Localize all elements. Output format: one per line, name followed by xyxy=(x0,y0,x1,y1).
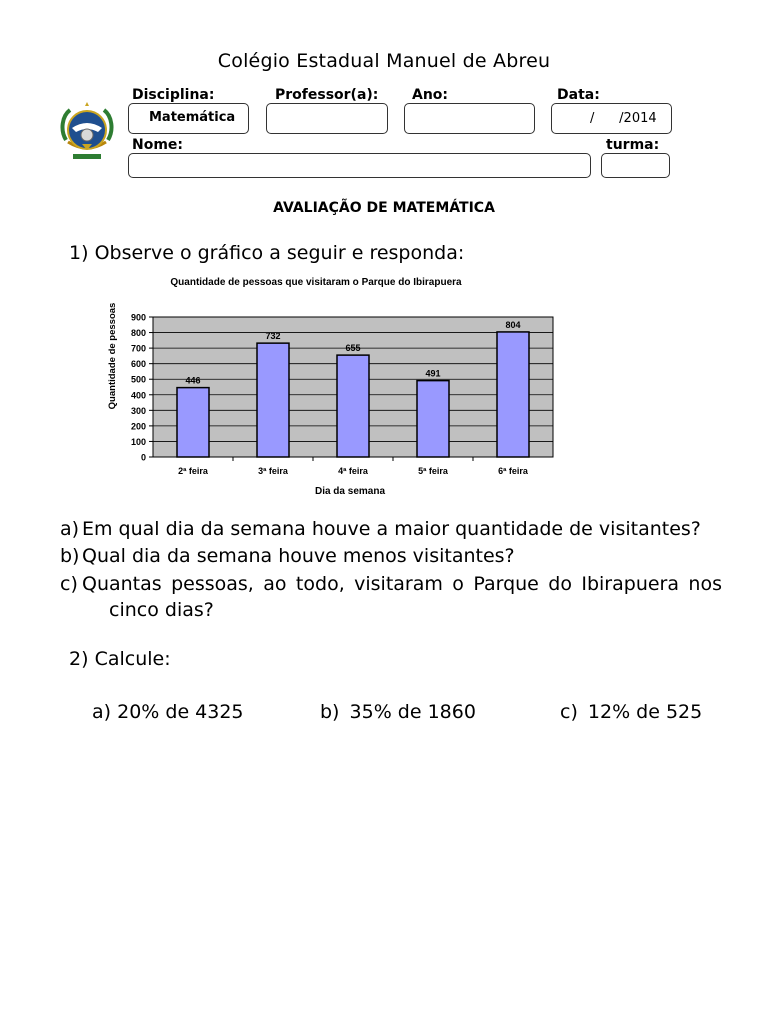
question-2c-text: 12% de 525 xyxy=(587,701,703,723)
bar xyxy=(177,388,209,457)
school-crest-icon xyxy=(58,100,116,164)
question-1a-text: Em qual dia da semana houve a maior quantidade de visitantes? xyxy=(82,518,701,540)
y-tick-label: 500 xyxy=(130,374,146,385)
question-1c-marker: c) xyxy=(60,573,78,595)
x-tick-label: 5ª feira xyxy=(418,466,448,476)
question-2b-marker: b) xyxy=(320,701,340,723)
date-value: / /2014 xyxy=(590,111,657,126)
bar-chart xyxy=(100,268,570,500)
x-axis-label: Dia da semana xyxy=(314,486,386,497)
question-2-prompt xyxy=(69,646,171,672)
discipline-value: Matemática xyxy=(149,110,236,125)
question-1b xyxy=(60,543,722,569)
exam-title: AVALIAÇÃO DE MATEMÁTICA xyxy=(273,200,495,216)
question-1b-text: Qual dia da semana houve menos visitantes? xyxy=(82,545,515,567)
y-tick-label: 200 xyxy=(130,421,146,432)
y-tick-label: 600 xyxy=(130,359,146,370)
discipline-field[interactable] xyxy=(128,103,249,134)
date-label: Data: xyxy=(557,87,600,103)
question-1a xyxy=(60,516,722,542)
question-1-text: Observe o gráfico a seguir e responda: xyxy=(94,242,465,264)
teacher-label: Professor(a): xyxy=(275,87,379,103)
bar-value-label: 732 xyxy=(265,331,281,342)
question-2c-marker: c) xyxy=(560,701,578,723)
date-field[interactable] xyxy=(551,103,672,134)
question-1c xyxy=(60,571,722,623)
question-2a-text: 20% de 4325 xyxy=(117,701,244,723)
question-2a xyxy=(92,699,244,725)
name-label: Nome: xyxy=(132,137,184,153)
x-tick-label: 4ª feira xyxy=(338,466,368,476)
question-1b-marker: b) xyxy=(60,545,80,567)
chart-title: Quantidade de pessoas que visitaram o Parque do Ibirapuera xyxy=(170,277,462,288)
question-2c xyxy=(560,699,702,725)
bar-value-label: 446 xyxy=(185,375,201,386)
bar xyxy=(337,355,369,457)
class-label: turma: xyxy=(606,137,660,153)
year-field[interactable] xyxy=(404,103,535,134)
y-tick-label: 0 xyxy=(140,452,146,463)
question-1c-line-1: Quantas pessoas, ao todo, visitaram o Parque do Ibirapuera nos xyxy=(82,573,722,595)
question-2a-marker: a) xyxy=(92,701,112,723)
question-2b xyxy=(320,699,476,725)
teacher-field[interactable] xyxy=(266,103,388,134)
bar-value-label: 804 xyxy=(505,319,521,330)
question-1-prompt xyxy=(69,240,464,266)
y-tick-label: 100 xyxy=(130,436,146,447)
question-2b-text: 35% de 1860 xyxy=(349,701,476,723)
bar xyxy=(257,343,289,457)
question-2-number: 2) xyxy=(69,648,89,670)
x-tick-label: 6ª feira xyxy=(498,466,528,476)
class-field[interactable] xyxy=(601,153,670,178)
y-tick-label: 400 xyxy=(130,390,146,401)
x-tick-label: 3ª feira xyxy=(258,466,288,476)
y-tick-label: 300 xyxy=(130,405,146,416)
year-label: Ano: xyxy=(412,87,449,103)
discipline-label: Disciplina: xyxy=(132,87,215,103)
y-tick-label: 900 xyxy=(130,312,146,323)
question-1-number: 1) xyxy=(69,242,89,264)
question-2-text: Calcule: xyxy=(94,648,171,670)
bar-value-label: 491 xyxy=(425,368,441,379)
question-1c-line-2: cinco dias? xyxy=(109,599,214,621)
y-tick-label: 700 xyxy=(130,343,146,354)
y-axis-label: Quantidade de pessoas xyxy=(107,302,118,410)
question-1a-marker: a) xyxy=(60,518,80,540)
name-field[interactable] xyxy=(128,153,591,178)
bar xyxy=(497,332,529,457)
x-tick-label: 2ª feira xyxy=(178,466,208,476)
bar xyxy=(417,381,449,457)
school-title: Colégio Estadual Manuel de Abreu xyxy=(217,50,551,72)
y-tick-label: 800 xyxy=(130,328,146,339)
bar-value-label: 655 xyxy=(345,343,361,354)
